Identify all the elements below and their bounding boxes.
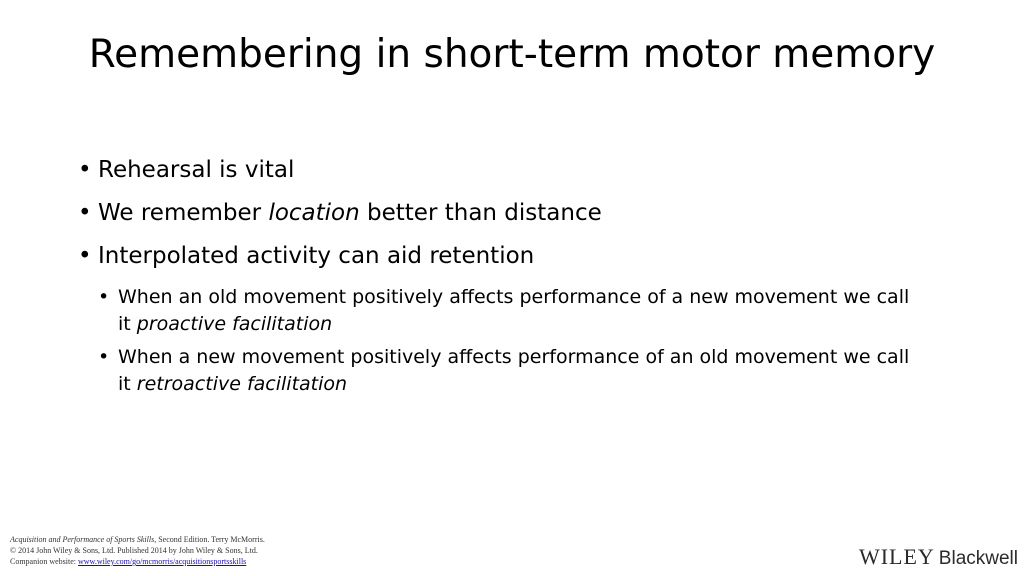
bullet-dot-icon: • [78,243,92,269]
bullet-item [78,241,948,272]
bullet-item [78,155,948,186]
sub-bullet-list [78,284,948,398]
book-details: , Second Edition. Terry McMorris. [154,535,265,544]
sub-bullet-emphasis: proactive facilitation [136,313,333,335]
bullet-text-suffix: better than distance [359,200,602,226]
sub-bullet-item [98,344,918,398]
citation-line [10,534,265,545]
wiley-blackwell-logo [859,544,1018,570]
slide-content [78,155,948,404]
slide-title: Remembering in short-term motor memory [88,32,936,77]
bullet-dot-icon: • [98,286,110,308]
copyright-line: © 2014 John Wiley & Sons, Ltd. Published 2014 by John Wiley & Sons, Ltd. [10,546,258,555]
bullet-emphasis: location [268,200,360,226]
logo-wiley: WILEY [858,544,935,569]
companion-website-link[interactable]: www.wiley.com/go/mcmorris/acquisitionsportsskills [78,557,247,566]
bullet-dot-icon: • [98,346,110,368]
sub-bullet-text: When an old movement positively affects performance of a new movement we call it [118,286,910,335]
companion-label: Companion website: [10,557,78,566]
bullet-text-prefix: We remember [98,200,269,226]
bullet-dot-icon: • [78,157,92,183]
citation-footer [10,534,265,567]
book-title: Acquisition and Performance of Sports Skills [10,535,155,544]
bullet-dot-icon: • [78,200,92,226]
logo-blackwell: Blackwell [938,548,1018,569]
bullet-text: Rehearsal is vital [98,157,295,183]
bullet-text: Interpolated activity can aid retention [98,243,535,269]
sub-bullet-text: When a new movement positively affects performance of an old movement we call it [118,346,910,395]
sub-bullet-item [98,284,918,338]
bullet-item [78,198,948,229]
companion-line [10,556,265,567]
bullet-list [78,155,948,272]
sub-bullet-emphasis: retroactive facilitation [136,373,348,395]
